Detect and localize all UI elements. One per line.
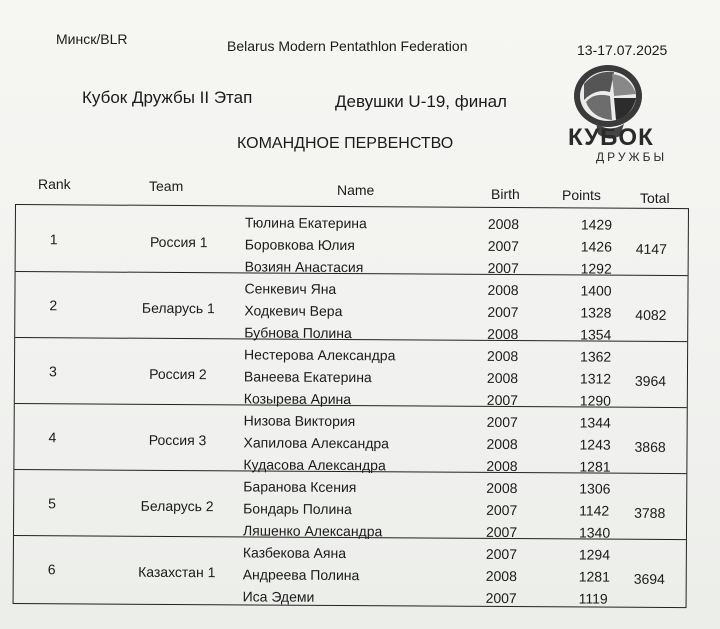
athlete-birth: 2007 (487, 303, 519, 321)
athlete-points: 1362 (580, 348, 612, 365)
dates-label: 13-17.07.2025 (577, 42, 668, 58)
athlete-name: Бондарь Полина (243, 500, 352, 518)
column-header-name: Name (337, 182, 375, 198)
rank-cell: 1 (49, 231, 58, 248)
athlete-name: Козырева Арина (243, 390, 352, 408)
team-total: 3868 (634, 438, 666, 455)
athlete-points: 1292 (580, 260, 612, 277)
athlete-name: Низова Виктория (243, 412, 356, 430)
athlete-name: Иса Эдеми (242, 588, 315, 605)
athlete-name: Возиян Анастасия (244, 258, 364, 276)
table-row (14, 535, 686, 605)
column-header-team: Team (149, 178, 184, 194)
team-cell: Россия 3 (148, 431, 207, 449)
athlete-name: Ванеева Екатерина (243, 368, 372, 386)
logo-title: КУБОК (568, 124, 654, 151)
team-total: 3788 (634, 504, 666, 521)
athlete-birth: 2007 (485, 545, 518, 563)
athlete-name: Хапилова Александра (243, 434, 390, 452)
athlete-birth: 2007 (487, 259, 519, 277)
table-row (15, 271, 687, 342)
athlete-points: 1400 (580, 282, 612, 299)
team-total: 4147 (635, 240, 667, 257)
column-header-points: Points (562, 187, 601, 203)
category-title: Девушки U-19, финал (335, 92, 507, 111)
event-title: Кубок Дружбы II Этап (82, 88, 253, 107)
rank-cell: 6 (47, 561, 56, 578)
athlete-birth: 2007 (486, 391, 519, 409)
athlete-birth: 2007 (486, 413, 518, 431)
athlete-name: Бубнова Полина (244, 324, 352, 342)
rank-cell: 5 (48, 495, 57, 512)
location-label: Минск/BLR (56, 31, 128, 47)
athlete-points: 1294 (578, 546, 611, 563)
column-header-rank: Rank (38, 176, 71, 192)
athlete-birth: 2007 (485, 523, 518, 541)
athlete-name: Тюлина Екатерина (244, 214, 367, 232)
athlete-birth: 2008 (486, 435, 518, 453)
table-row (15, 337, 687, 408)
athlete-points: 1290 (579, 392, 612, 409)
rank-cell: 2 (49, 297, 58, 314)
athlete-name: Нестерова Александра (244, 346, 396, 364)
table-row (14, 469, 686, 540)
cup-logo (566, 62, 686, 172)
athlete-birth: 2007 (486, 501, 518, 519)
team-total: 3964 (634, 372, 667, 389)
federation-label: Belarus Modern Pentathlon Federation (227, 38, 468, 54)
team-total: 4082 (635, 306, 667, 323)
athlete-points: 1340 (578, 524, 611, 541)
athlete-birth: 2008 (485, 567, 517, 585)
athlete-name: Кудасова Александра (243, 456, 386, 474)
column-header-total: Total (640, 190, 670, 206)
team-cell: Россия 1 (149, 233, 208, 251)
athlete-birth: 2008 (487, 347, 519, 365)
section-title: КОМАНДНОЕ ПЕРВЕНСТВО (237, 135, 454, 152)
athlete-points: 1344 (579, 414, 611, 431)
athlete-birth: 2008 (487, 215, 520, 233)
athlete-points: 1119 (578, 590, 608, 607)
logo-subtitle: ДРУЖБЫ (596, 150, 668, 164)
athlete-name: Андреева Полина (242, 566, 360, 584)
athlete-points: 1426 (580, 238, 612, 255)
athlete-points: 1281 (579, 458, 611, 475)
table-row (16, 205, 688, 276)
athlete-birth: 2008 (486, 369, 519, 387)
athlete-points: 1328 (580, 304, 612, 321)
athlete-points: 1354 (580, 326, 612, 343)
athlete-points: 1312 (579, 370, 612, 387)
athlete-birth: 2008 (487, 281, 519, 299)
table-row (14, 403, 686, 474)
athlete-name: Ходкевич Вера (244, 302, 343, 320)
athlete-name: Казбекова Аяна (242, 544, 347, 562)
athlete-points: 1243 (579, 436, 611, 453)
team-cell: Беларусь 1 (141, 299, 215, 317)
column-header-birth: Birth (491, 186, 520, 202)
team-cell: Казахстан 1 (138, 563, 216, 581)
athlete-points: 1306 (579, 480, 611, 497)
team-results-table (13, 204, 689, 608)
team-total: 3694 (633, 570, 665, 587)
athlete-points: 1429 (580, 216, 613, 233)
athlete-name: Баранова Ксения (243, 478, 357, 496)
athlete-name: Ляшенко Александра (242, 522, 383, 540)
rank-cell: 3 (48, 363, 57, 380)
athlete-birth: 2008 (486, 457, 518, 475)
athlete-name: Боровкова Юлия (244, 236, 355, 254)
athlete-points: 1281 (578, 568, 610, 585)
athlete-birth: 2008 (487, 325, 519, 343)
athlete-name: Сенкевич Яна (244, 280, 337, 297)
athlete-birth: 2007 (485, 589, 517, 607)
team-cell: Россия 2 (149, 365, 207, 383)
rank-cell: 4 (48, 429, 57, 446)
athlete-birth: 2007 (487, 237, 519, 255)
team-cell: Беларусь 2 (140, 497, 214, 515)
athlete-birth: 2008 (486, 479, 518, 497)
athlete-points: 1142 (579, 502, 610, 519)
